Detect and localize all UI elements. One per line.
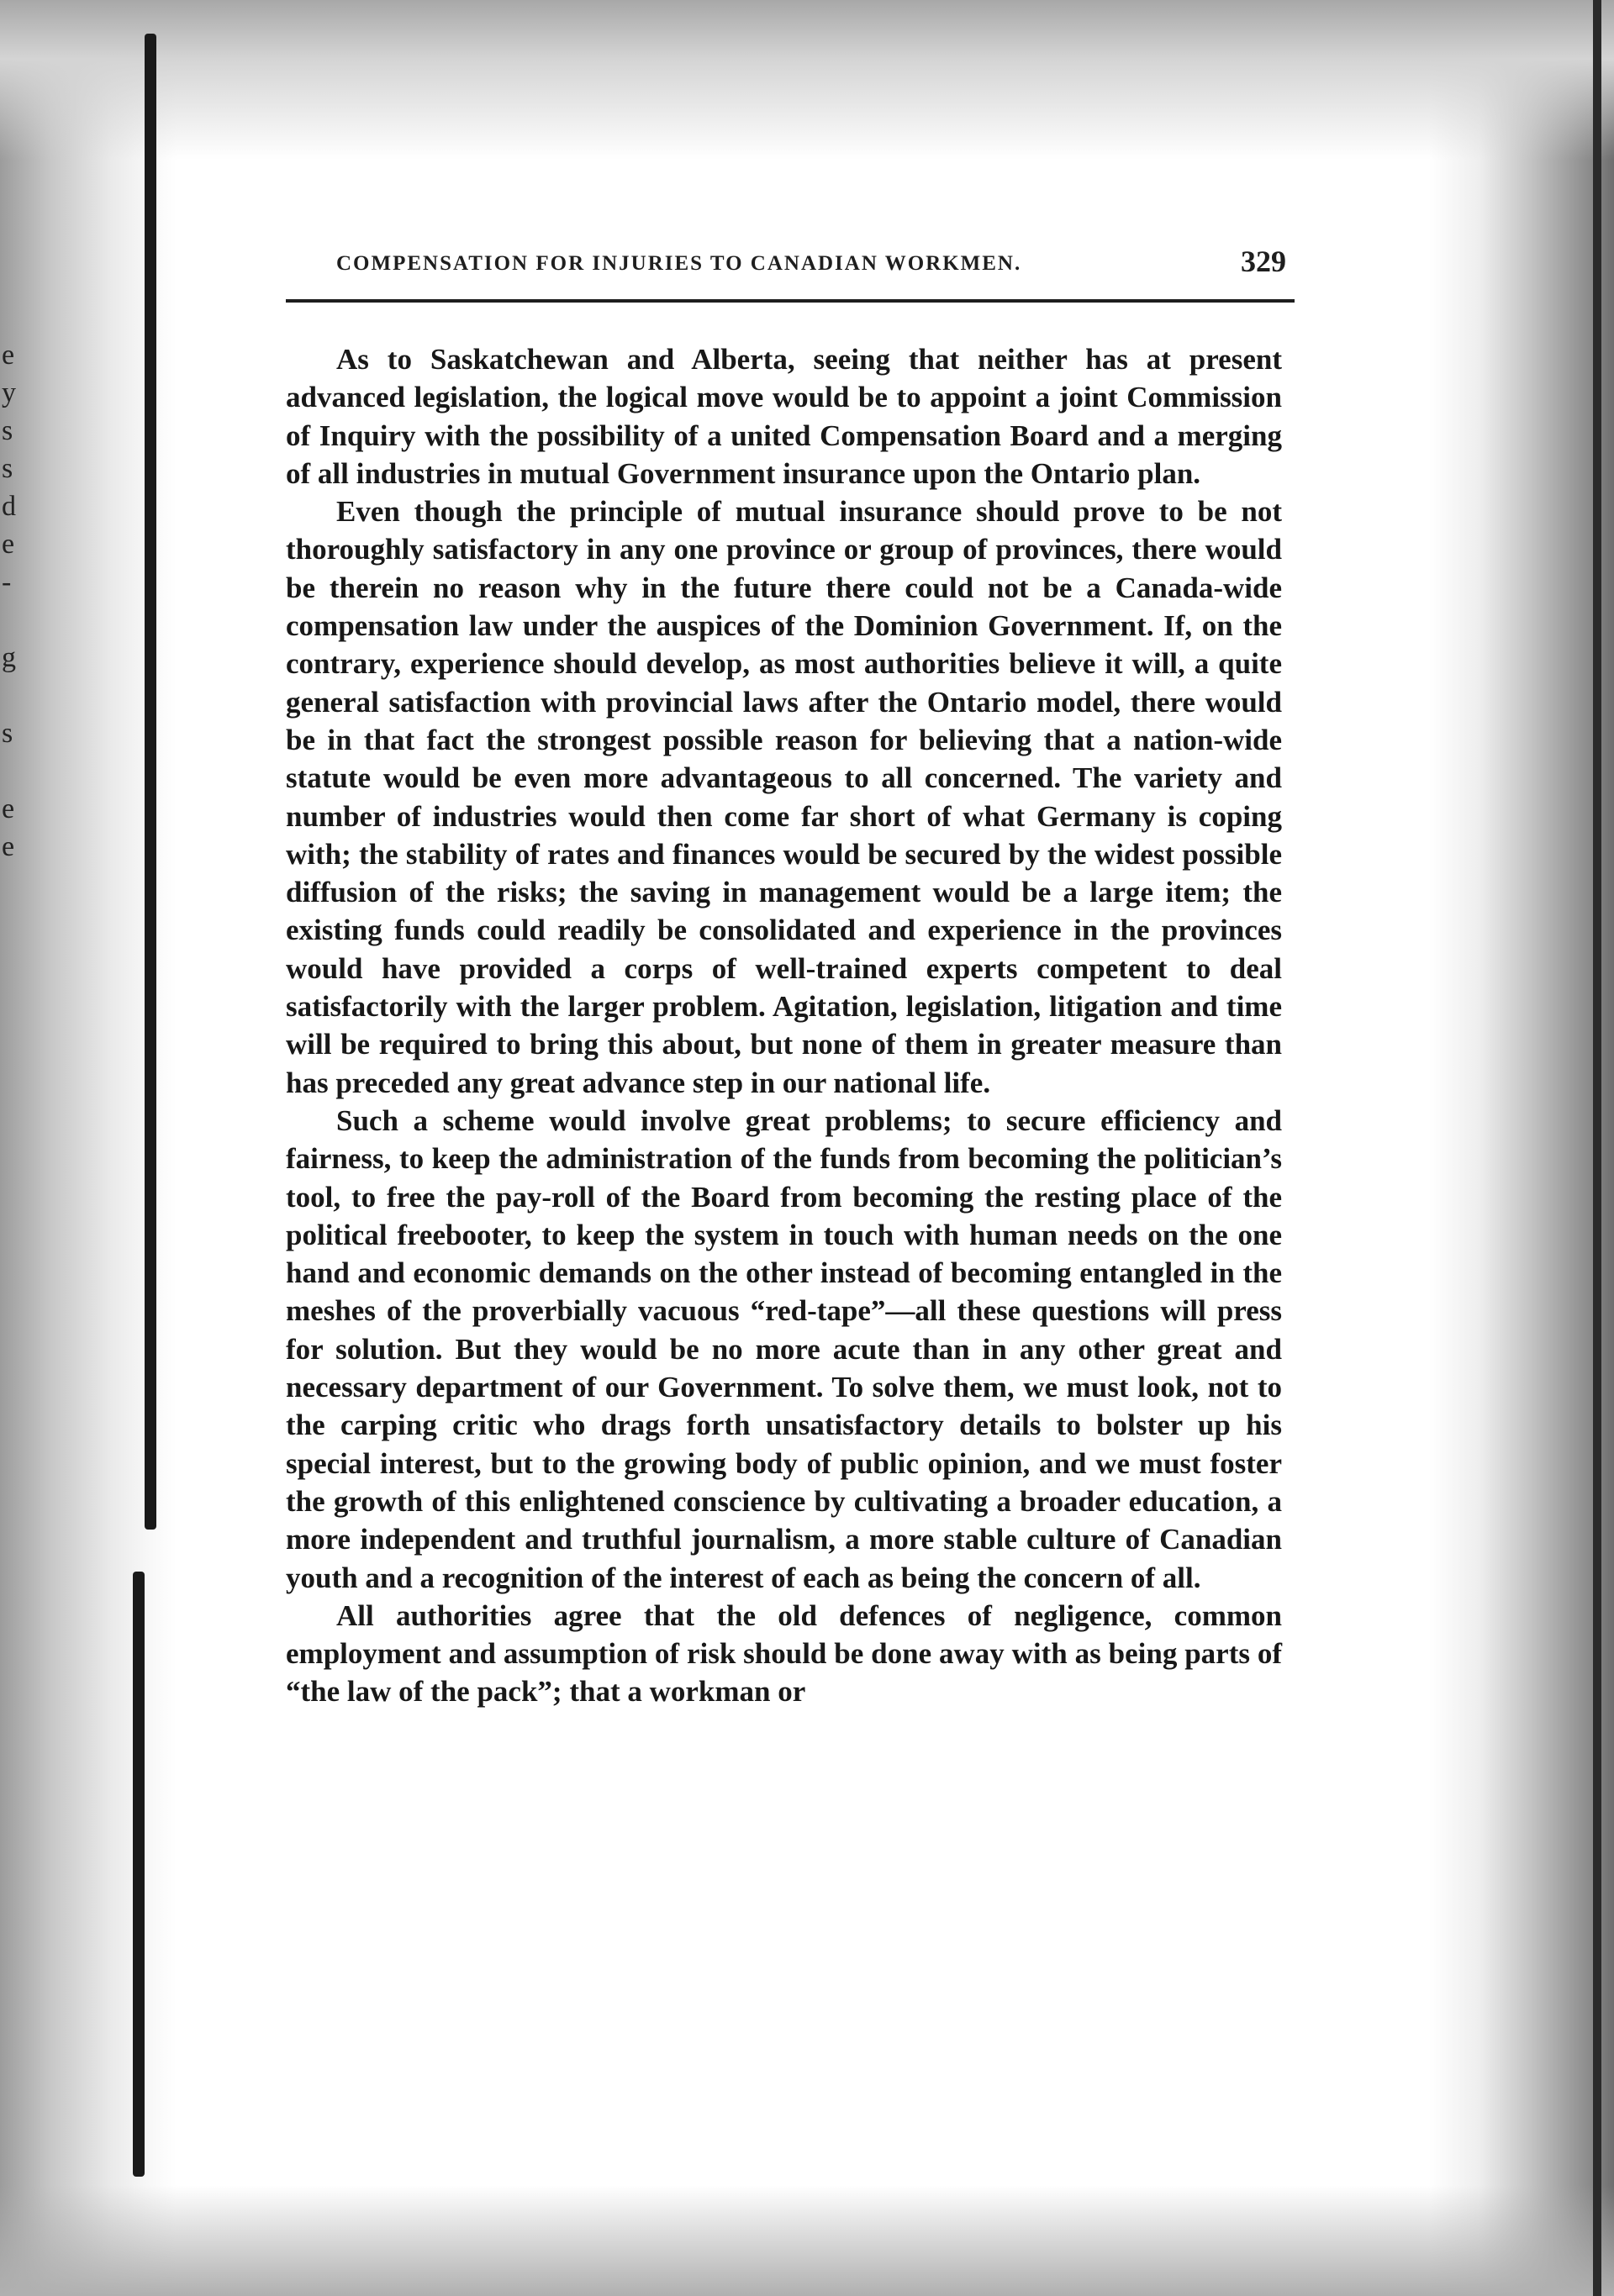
facing-page-fragments [2,336,25,866]
paragraph: Such a scheme would involve great problems; to secure efficiency and fairness, to keep the administration of the funds from becoming the politician’s tool, to free the pay-roll of the Board from becoming the resting place of the political freebooter, to keep the system in touch with human needs on the one hand and economic demands on the other instead of becoming entangled in the meshes of the proverbially vacuous “red-tape”—all these questions will press for solution. But they would be no more acute than in any other great and necessary department of our Government. To solve them, we must look, not to the carping critic who drags forth unsatisfactory details to bolster up his special interest, but to the growing body of public opinion, and we must foster the growth of this enlightened conscience by cultivating a broader education, a more independent and truthful journalism, a more stable culture of Canadian youth and a recognition of the interest of each as being the concern of all. [286,1103,1282,1594]
fragment-letter: e [2,340,15,371]
fragment-letter: y [2,377,16,408]
scan-top-shadow [0,0,1614,160]
page-number: 329 [1241,245,1286,278]
header-rule [286,299,1295,303]
binding-rule-upper [145,34,156,1530]
paragraph: All authorities agree that the old defences of negligence, common employment and assumption of risk should be done away with as being parts of “the law of the pack”; that a workman or [286,1598,1282,1709]
fragment-letter: d [2,491,16,522]
binding-rule-lower [133,1572,145,2177]
running-head-title: COMPENSATION FOR INJURIES TO CANADIAN WORKMEN. [336,252,1022,275]
fragment-letter: s [2,718,13,749]
fragment-letter: e [2,529,15,560]
fragment-letter: e [2,793,15,824]
page-right-edge [1593,0,1601,2296]
fragment-letter [2,752,25,790]
fragment-letter: s [2,415,13,446]
fragment-letter: - [2,566,12,598]
fragment-letter: s [2,453,13,484]
paragraph: As to Saskatchewan and Alberta, seeing that neither has at present advanced legislation, the logical move would be to appoint a joint Commission of Inquiry with the possibility of a united Compensation Board and a merging of all industries in mutual Government insurance upon the Ontario plan. [286,343,1282,490]
body-text [286,340,1282,1711]
running-head [336,244,1286,286]
scan-bottom-shadow [0,2185,1614,2296]
fragment-letter [2,677,25,714]
paragraph: Even though the principle of mutual insurance should prove to be not thoroughly satisfactory in any one province or group of provinces, there would be therein no reason why in the future there could not be a Canada-wide compensation law under the auspices of the Dominion Government. If, on the contrary, experience should develop, as most authorities believe it will, a quite general satisfaction with provincial laws after the Ontario model, there would be in that fact the strongest possible reason for believing that a nation-wide statute would be even more advantageous to all concerned. The variety and number of industries would then come far short of what Germany is coping with; the stability of rates and finances would be secured by the widest possible diffusion of the risks; the saving in management would be a large item; the existing funds could readily be consolidated and experience in the provinces would have provided a corps of well-trained experts competent to deal satisfactorily with the larger problem. Agitation, legislation, litigation and time will be required to bring this about, but none of them in greater measure than has preceded any great advance step in our national life. [286,495,1282,1099]
fragment-letter [2,601,25,639]
fragment-letter: e [2,831,15,862]
fragment-letter: g [2,642,16,673]
